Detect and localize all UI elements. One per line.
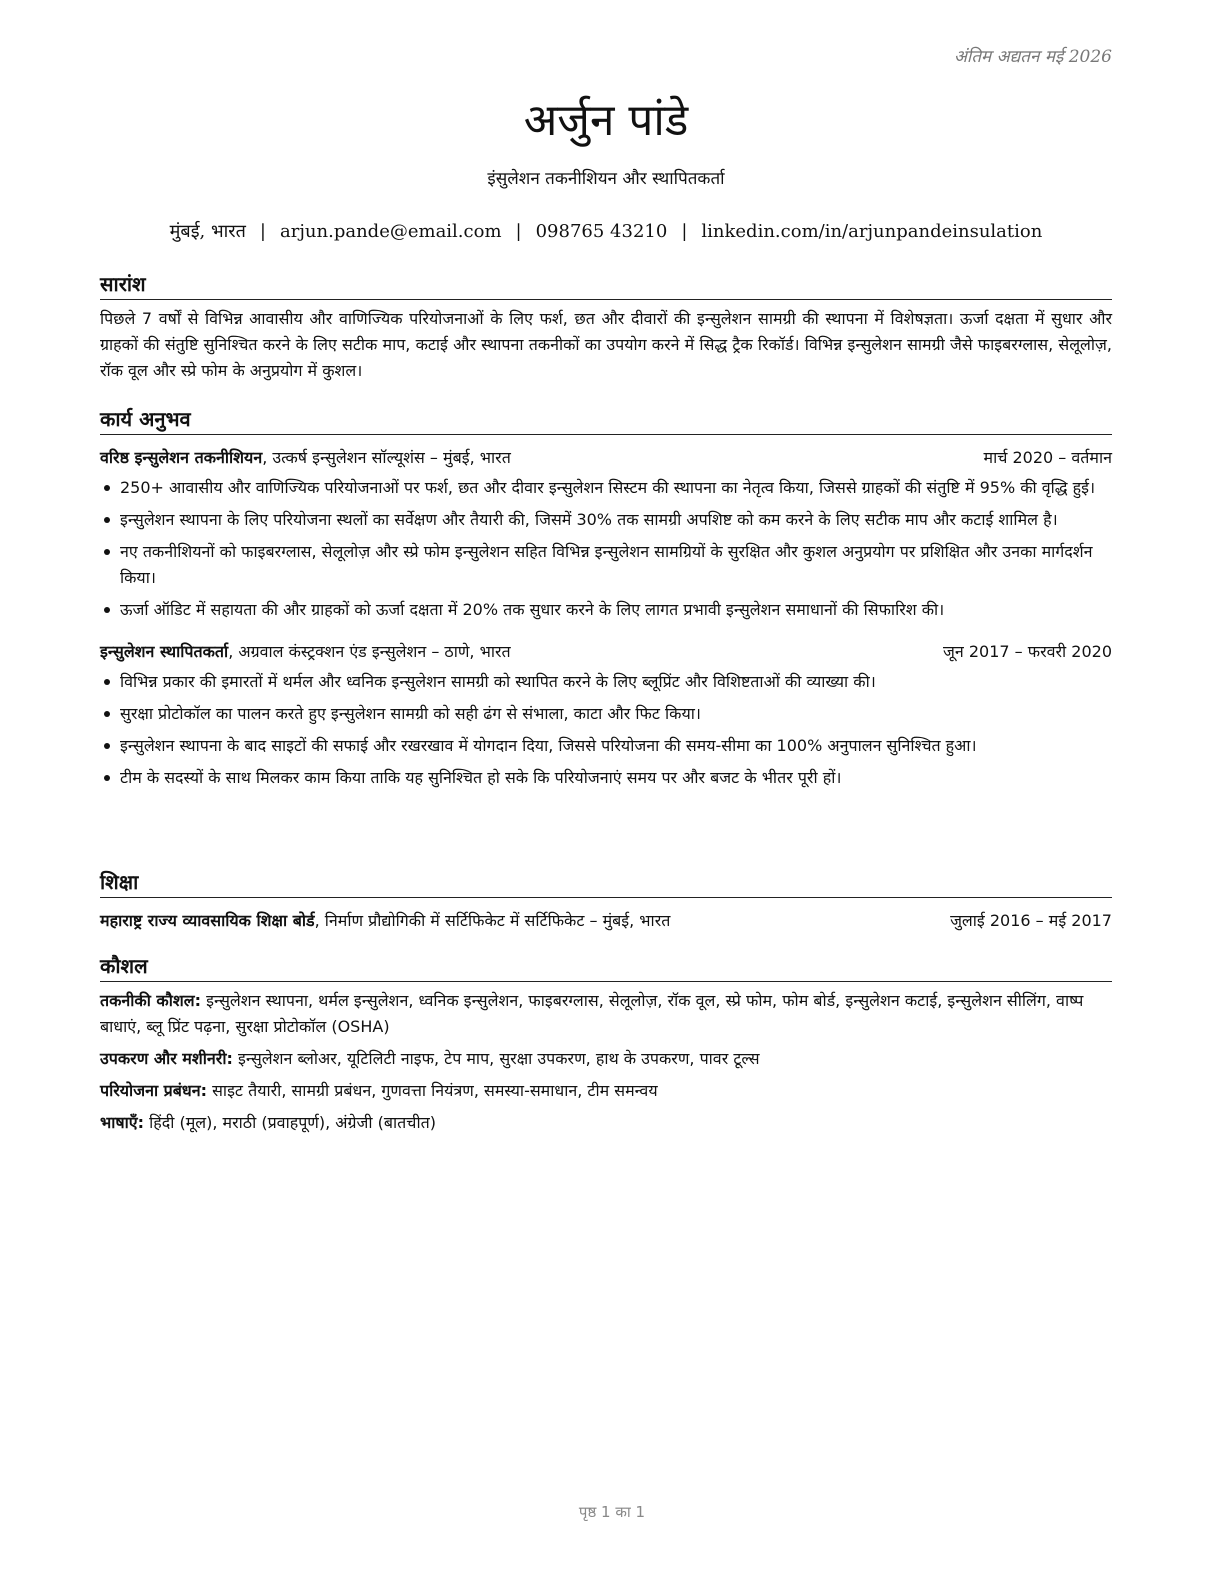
contact-phone: 098765 43210	[535, 221, 668, 242]
job-bullets	[100, 475, 1112, 623]
page-number: पृष्ठ 1 का 1	[578, 1503, 646, 1521]
separator: |	[681, 221, 688, 242]
contact-line	[100, 219, 1112, 243]
bullet-icon	[104, 743, 110, 749]
job-dates: मार्च 2020 – वर्तमान	[983, 448, 1112, 467]
contact-location: मुंबई, भारत	[169, 221, 246, 242]
bullet-icon	[104, 517, 110, 523]
bullet-icon	[104, 549, 110, 555]
skill-row: भाषाएँ: हिंदी (मूल), मराठी (प्रवाहपूर्ण), अंग्रेजी (बातचीत)	[100, 1113, 436, 1132]
education-dates: जुलाई 2016 – मई 2017	[950, 911, 1112, 930]
list-item: सुरक्षा प्रोटोकॉल का पालन करते हुए इन्सुलेशन सामग्री को सही ढंग से संभाला, काटा और फिट किया।	[100, 701, 1112, 727]
list-item: टीम के सदस्यों के साथ मिलकर काम किया ताकि यह सुनिश्चित हो सके कि परियोजनाएं समय पर और बजट के भीतर पूरी हों।	[100, 765, 1112, 791]
job-role: वरिष्ठ इन्सुलेशन तकनीशियन	[100, 448, 263, 467]
bullet-icon	[104, 485, 110, 491]
list-item: ऊर्जा ऑडिट में सहायता की और ग्राहकों को ऊर्जा दक्षता में 20% तक सुधार करने के लिए लागत प्रभावी इन्सुलेशन समाधानों की सिफारिश की।	[100, 597, 1112, 623]
job-header	[100, 639, 1112, 665]
education-entry	[100, 908, 1112, 934]
job-entry	[100, 639, 1112, 791]
section-title: कौशल	[100, 952, 1112, 982]
bullet-icon	[104, 711, 110, 717]
job-title: इंसुलेशन तकनीशियन और स्थापितकर्ता	[487, 169, 725, 189]
job-dates: जून 2017 – फरवरी 2020	[943, 642, 1112, 661]
bullet-icon	[104, 607, 110, 613]
skill-row: परियोजना प्रबंधन: साइट तैयारी, सामग्री प्रबंधन, गुणवत्ता नियंत्रण, समस्या-समाधान, टीम समन्वय	[100, 1081, 658, 1100]
section-title: कार्य अनुभव	[100, 405, 1112, 435]
job-header	[100, 445, 1112, 471]
summary-section	[100, 270, 1112, 384]
job-org: , अग्रवाल कंस्ट्रक्शन एंड इन्सुलेशन – ठाणे, भारत	[228, 642, 511, 661]
skill-row: तकनीकी कौशल: इन्सुलेशन स्थापना, थर्मल इन्सुलेशन, ध्वनिक इन्सुलेशन, फाइबरग्लास, सेलूलोज़, रॉक वूल, स्प्रे फोम, फोम बोर्ड, इन्सुलेशन कटाई, इन्सुलेशन सीलिंग, वाष्प बाधाएं, ब्लू प्रिंट पढ़ना, सुरक्षा प्रोटोकॉल (OSHA)	[100, 991, 1084, 1036]
separator: |	[515, 221, 522, 242]
summary-text: पिछले 7 वर्षों से विभिन्न आवासीय और वाणिज्यिक परियोजनाओं के लिए फर्श, छत और दीवारों की इन्सुलेशन सामग्री की स्थापना में विशेषज्ञता। ऊर्जा दक्षता में सुधार और ग्राहकों की संतुष्टि सुनिश्चित करने के लिए सटीक माप, कटाई और स्थापना तकनीकों का उपयोग करने में सिद्ध ट्रैक रिकॉर्ड। विभिन्न इन्सुलेशन सामग्री जैसे फाइबरग्लास, सेलूलोज़, रॉक वूल और स्प्रे फोम के अनुप्रयोग में कुशल।	[100, 309, 1112, 380]
section-title: शिक्षा	[100, 868, 1112, 898]
education-detail: , निर्माण प्रौद्योगिकी में सर्टिफिकेट में सर्टिफिकेट – मुंबई, भारत	[314, 911, 671, 930]
bullet-icon	[104, 775, 110, 781]
contact-linkedin[interactable]: linkedin.com/in/arjunpandeinsulation	[701, 221, 1043, 242]
list-item: नए तकनीशियनों को फाइबरग्लास, सेलूलोज़ और स्प्रे फोम इन्सुलेशन सहित विभिन्न इन्सुलेशन सामग्रियों के सुरक्षित और कुशल अनुप्रयोग पर प्रशिक्षित और उनका मार्गदर्शन किया।	[100, 539, 1112, 591]
education-section	[100, 868, 1112, 934]
skill-row: उपकरण और मशीनरी: इन्सुलेशन ब्लोअर, यूटिलिटी नाइफ, टेप माप, सुरक्षा उपकरण, हाथ के उपकरण, पावर टूल्स	[100, 1049, 760, 1068]
education-institution: महाराष्ट्र राज्य व्यावसायिक शिक्षा बोर्ड	[100, 911, 315, 930]
list-item: इन्सुलेशन स्थापना के लिए परियोजना स्थलों का सर्वेक्षण और तैयारी की, जिसमें 30% तक सामग्री अपशिष्ट को कम करने के लिए सटीक माप और कटाई शामिल है।	[100, 507, 1112, 533]
last-updated: अंतिम अद्यतन मई 2026	[953, 47, 1112, 67]
separator: |	[259, 221, 266, 242]
candidate-name: अर्जुन पांडे	[523, 95, 689, 146]
contact-email[interactable]: arjun.pande@email.com	[280, 221, 502, 242]
list-item: विभिन्न प्रकार की इमारतों में थर्मल और ध्वनिक इन्सुलेशन सामग्री को स्थापित करने के लिए ब्लूप्रिंट और विशिष्टताओं की व्याख्या की।	[100, 669, 1112, 695]
job-role: इन्सुलेशन स्थापितकर्ता	[100, 642, 229, 661]
experience-section	[100, 405, 1112, 797]
section-title: सारांश	[100, 270, 1112, 300]
list-item: इन्सुलेशन स्थापना के बाद साइटों की सफाई और रखरखाव में योगदान दिया, जिससे परियोजना की समय-सीमा का 100% अनुपालन सुनिश्चित हुआ।	[100, 733, 1112, 759]
list-item: 250+ आवासीय और वाणिज्यिक परियोजनाओं पर फर्श, छत और दीवार इन्सुलेशन सिस्टम की स्थापना का नेतृत्व किया, जिससे ग्राहकों की संतुष्टि में 95% की वृद्धि हुई।	[100, 475, 1112, 501]
job-bullets	[100, 669, 1112, 791]
job-entry	[100, 445, 1112, 623]
bullet-icon	[104, 679, 110, 685]
skills-section	[100, 952, 1112, 1136]
job-org: , उत्कर्ष इन्सुलेशन सॉल्यूशंस – मुंबई, भारत	[262, 448, 511, 467]
